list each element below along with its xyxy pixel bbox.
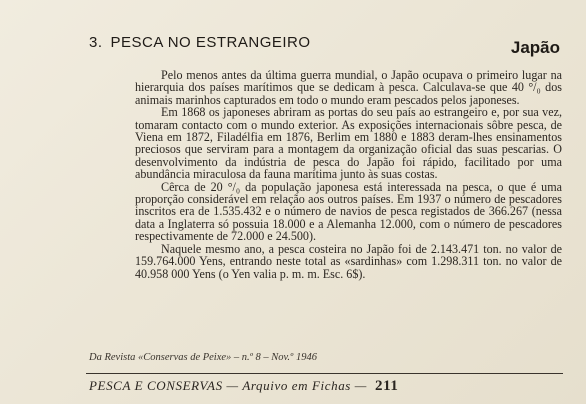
section-heading xyxy=(89,34,311,51)
footer xyxy=(89,378,398,395)
section-title: PESCA NO ESTRANGEIRO xyxy=(110,34,311,51)
paragraph-4: Naquele mesmo ano, a pesca costeira no Japão foi de 2.143.471 ton. no valor de 159.764.000 Yens, entrando neste total as «sardinhas» com 1.298.311 ton. no valor de 40.958 000 Yens (o Yen valia p. m. m. Esc. 6$). xyxy=(135,241,562,281)
section-number: 3. xyxy=(89,34,103,51)
paragraph-1: Pelo menos antes da última guerra mundial, o Japão ocupava o primeiro lugar na hierarquia dos países marítimos que se dedicam à pesca. Calculava-se que 40 °/₀ dos animais marinhos capturados em todo o mundo eram pescados pelos japoneses. xyxy=(135,68,562,107)
article-body xyxy=(135,69,562,280)
paragraph-2: Em 1868 os japoneses abriram as portas do seu país ao estrangeiro e, por sua vez, tomaram contacto com o mundo exterior. As exposições internacionais sôbre pesca, de Viena em 1872, Filadélfia em 1876, Berlim em 1880 e 1883 deram-lhes ensinamentos preciosos que serviram para a montagem da organização oficial das suas pescarias. O desenvolvimento da indústria de pesca do Japão foi rápido, facilitado por uma abundância miraculosa da fauna marítima junto às suas costas. xyxy=(135,105,562,182)
paragraph-3: Cêrca de 20 °/₀ da população japonesa está interessada na pesca, o que é uma proporção considerável em relação aos outros países. Em 1937 o número de pescadores inscritos era de 1.535.432 e o número de navios de pesca registados de 366.267 (nessa data a Inglaterra só possuia 18.000 e a Alemanha 12.000, com o número de pescadores respectivamente de 72.000 e 24.500). xyxy=(135,179,562,244)
footer-divider xyxy=(86,373,563,374)
country-label: Japão xyxy=(510,38,560,57)
footer-label: PESCA E CONSERVAS — Arquivo em Fichas — xyxy=(89,378,367,393)
source-citation: Da Revista «Conservas de Peixe» – n.º 8 – Nov.º 1946 xyxy=(89,352,317,363)
page-number: 211 xyxy=(374,378,399,394)
